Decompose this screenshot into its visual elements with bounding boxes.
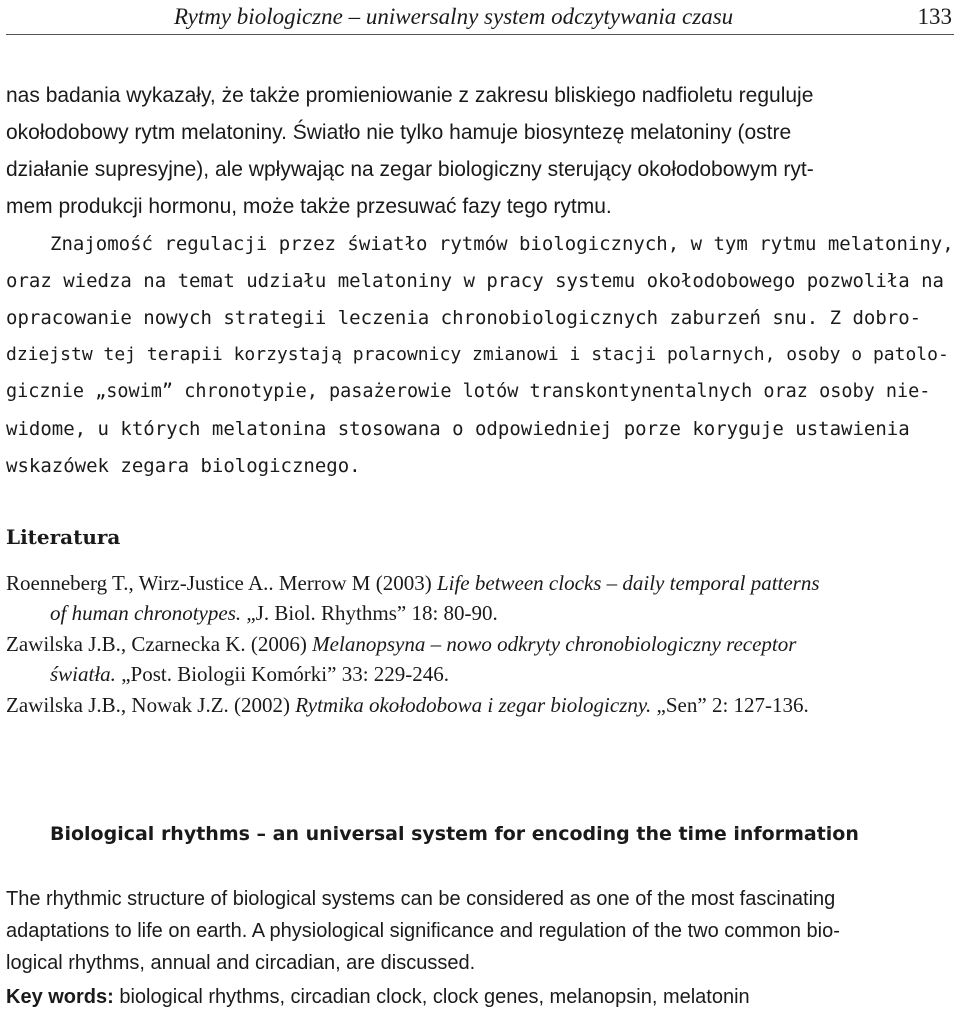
keywords-line <box>6 984 954 1010</box>
reference-title: of human chronotypes. <box>50 601 242 625</box>
text-line: mem produkcji hormonu, może także przesuwać fazy tego rytmu. <box>6 195 612 218</box>
text-line: działanie supresyjne), ale wpływając na zegar biologiczny sterujący okołodobowym ryt- <box>6 158 814 181</box>
reference-source: „J. Biol. Rhythms” 18: 80-90. <box>241 601 498 625</box>
keywords-label: Key words: <box>6 986 114 1008</box>
reference-authors: Zawilska J.B., Czarnecka K. (2006) <box>6 632 313 656</box>
text-line: nas badania wykazały, że także promieniowanie z zakresu bliskiego nadfioletu reguluje <box>6 84 814 107</box>
reference-3 <box>6 692 809 718</box>
reference-2-continued <box>50 661 449 687</box>
reference-source: „Post. Biologii Komórki” 33: 229-246. <box>115 662 450 686</box>
reference-title: Rytmika okołodobowa i zegar biologiczny. <box>295 693 652 717</box>
text-line: widome, u których melatonina stosowana o odpowiedniej porze koryguje ustawienia <box>6 418 910 440</box>
reference-title: Melanopsyna – nowo odkryty chronobiologiczny receptor <box>312 632 797 656</box>
text-line: wskazówek zegara biologicznego. <box>6 455 361 477</box>
text-line: okołodobowy rytm melatoniny. Światło nie tylko hamuje biosyntezę melatoniny (ostre <box>6 121 792 144</box>
reference-title: Life between clocks – daily temporal patterns <box>436 571 820 595</box>
text-line: adaptations to life on earth. A physiological significance and regulation of the two common bio- <box>6 920 840 942</box>
text-line: Znajomość regulacji przez światło rytmów biologicznych, w tym rytmu melatoniny, <box>50 233 954 255</box>
text-line: gicznie „sowim” chronotypie, pasażerowie lotów transkontynentalnych oraz osoby nie- <box>6 381 931 402</box>
page-number: 133 <box>917 4 952 29</box>
text-line: opracowanie nowych strategii leczenia chronobiologicznych zaburzeń snu. Z dobro- <box>6 307 922 329</box>
reference-1 <box>6 570 820 596</box>
reference-authors: Zawilska J.B., Nowak J.Z. (2002) <box>6 693 296 717</box>
reference-2 <box>6 631 796 657</box>
literature-heading: Literatura <box>6 525 121 549</box>
reference-title: światła. <box>50 662 116 686</box>
reference-1-continued <box>50 600 498 626</box>
text-line: dziejstw tej terapii korzystają pracownicy zmianowi i stacji polarnych, osoby o patolo- <box>6 344 949 365</box>
text-line: oraz wiedza na temat udziału melatoniny w pracy systemu okołodobowego pozwoliła na <box>6 270 944 292</box>
keywords-text: biological rhythms, circadian clock, clock genes, melanopsin, melatonin <box>113 986 750 1008</box>
running-head-title: Rytmy biologiczne – uniwersalny system odczytywania czasu <box>174 4 734 29</box>
reference-source: „Sen” 2: 127-136. <box>651 693 809 717</box>
text-line: The rhythmic structure of biological systems can be considered as one of the most fascinating <box>6 888 836 910</box>
text-line: logical rhythms, annual and circadian, are discussed. <box>6 952 476 974</box>
abstract-title: Biological rhythms – an universal system for encoding the time information <box>50 823 859 845</box>
running-head <box>6 2 954 35</box>
reference-authors: Roenneberg T., Wirz-Justice A.. Merrow M (2003) <box>6 571 437 595</box>
